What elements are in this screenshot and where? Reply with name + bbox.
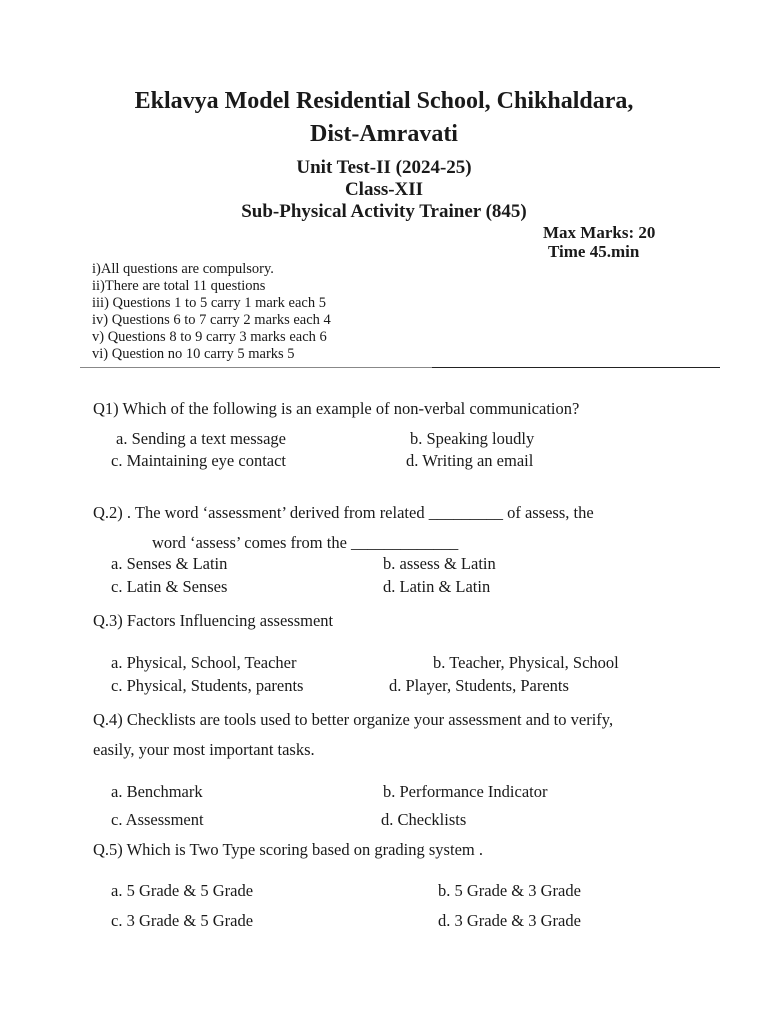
q1-option-d: d. Writing an email: [406, 451, 534, 470]
q4-option-d: d. Checklists: [381, 810, 467, 829]
q3-option-a: a. Physical, School, Teacher: [111, 653, 297, 672]
q5-option-d: d. 3 Grade & 3 Grade: [438, 911, 581, 930]
q1-option-a: a. Sending a text message: [116, 429, 286, 448]
q3-option-c: c. Physical, Students, parents: [111, 676, 304, 695]
instruction-item: v) Questions 8 to 9 carry 3 marks each 6: [92, 329, 327, 345]
q5-option-b: b. 5 Grade & 3 Grade: [438, 881, 581, 900]
q5-option-c: c. 3 Grade & 5 Grade: [111, 911, 254, 930]
q3-option-b: b. Teacher, Physical, School: [433, 653, 619, 672]
question-4-line1: Q.4) Checklists are tools used to better organize your assessment and to verify,: [93, 710, 614, 729]
q4-option-b: b. Performance Indicator: [383, 782, 548, 801]
max-marks: Max Marks: 20: [543, 223, 656, 242]
question-4-line2: easily, your most important tasks.: [93, 740, 315, 759]
q2-option-b: b. assess & Latin: [383, 554, 496, 573]
question-3: Q.3) Factors Influencing assessment: [93, 611, 334, 630]
q1-option-b: b. Speaking loudly: [410, 429, 535, 448]
q1-option-c: c. Maintaining eye contact: [111, 451, 287, 470]
instruction-item: iv) Questions 6 to 7 carry 2 marks each 4: [92, 312, 331, 328]
q2-option-a: a. Senses & Latin: [111, 554, 228, 573]
class-title: Class-XII: [344, 179, 424, 200]
question-5: Q.5) Which is Two Type scoring based on grading system .: [93, 840, 483, 859]
instruction-item: ii)There are total 11 questions: [92, 278, 266, 294]
q2-option-c: c. Latin & Senses: [111, 577, 228, 596]
instruction-item: iii) Questions 1 to 5 carry 1 mark each 5: [92, 295, 326, 311]
divider-left: [80, 367, 432, 368]
school-name-line1: Eklavya Model Residential School, Chikhaldara,: [134, 88, 634, 114]
q4-option-c: c. Assessment: [111, 810, 204, 829]
instruction-item: vi) Question no 10 carry 5 marks 5: [92, 346, 295, 362]
test-title: Unit Test-II (2024-25): [296, 157, 472, 178]
divider-right: [432, 367, 720, 368]
instruction-item: i)All questions are compulsory.: [92, 261, 274, 277]
q2-option-d: d. Latin & Latin: [383, 577, 491, 596]
school-name-line2: Dist-Amravati: [310, 121, 458, 147]
q3-option-d: d. Player, Students, Parents: [389, 676, 569, 695]
q5-option-a: a. 5 Grade & 5 Grade: [111, 881, 254, 900]
subject-title: Sub-Physical Activity Trainer (845): [241, 201, 527, 222]
q4-option-a: a. Benchmark: [111, 782, 203, 801]
question-2-line2: word ‘assess’ comes from the _____________: [152, 533, 459, 552]
instructions: [92, 261, 331, 363]
question-1: Q1) Which of the following is an example of non-verbal communication?: [93, 399, 580, 418]
question-2-line1: Q.2) . The word ‘assessment’ derived from related _________ of assess, the: [93, 503, 594, 522]
time-allowed: Time 45.min: [548, 242, 640, 261]
